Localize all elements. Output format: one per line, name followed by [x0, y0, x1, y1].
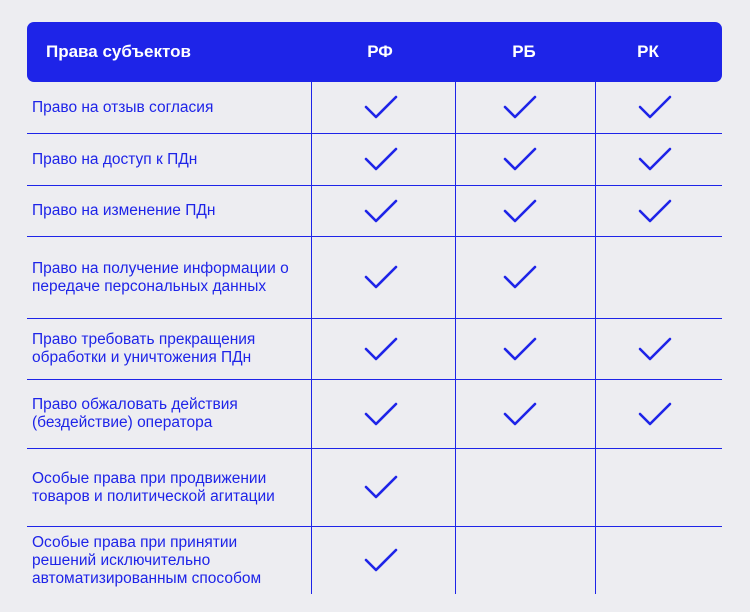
table-row	[27, 134, 722, 186]
checkmark-icon	[635, 400, 675, 430]
right-label: Право на изменение ПДн	[32, 202, 216, 219]
table-row	[27, 527, 722, 594]
table-row	[27, 237, 722, 319]
checkmark-icon	[361, 335, 401, 365]
checkmark-icon	[635, 197, 675, 227]
header-col-rk: РК	[637, 42, 659, 61]
checkmark-icon	[500, 197, 540, 227]
checkmark-icon	[635, 93, 675, 123]
checkmark-icon	[361, 263, 401, 293]
checkmark-icon	[500, 93, 540, 123]
header-title: Права субъектов	[46, 42, 191, 61]
table-row	[27, 186, 722, 237]
table-header	[27, 22, 722, 82]
checkmark-icon	[361, 93, 401, 123]
checkmark-icon	[361, 473, 401, 503]
checkmark-icon	[500, 145, 540, 175]
right-label: Особые права при принятии решений исключительно автоматизированным способом	[32, 533, 262, 587]
checkmark-icon	[361, 197, 401, 227]
header-col-rf: РФ	[367, 42, 393, 61]
right-label: Особые права при продвижении товаров и политической агитации	[32, 469, 275, 505]
right-label: Право требовать прекращения обработки и уничтожения ПДн	[32, 331, 256, 366]
checkmark-icon	[500, 263, 540, 293]
checkmark-icon	[635, 145, 675, 175]
right-label: Право на доступ к ПДн	[32, 150, 198, 168]
table-row	[27, 449, 722, 527]
rights-table	[27, 82, 722, 594]
right-label: Право на получение информации о передаче персональных данных	[32, 259, 289, 295]
table-row	[27, 380, 722, 449]
right-label: Право на отзыв согласия	[32, 98, 214, 116]
checkmark-icon	[361, 546, 401, 576]
table-row	[27, 82, 722, 134]
checkmark-icon	[361, 400, 401, 430]
right-label: Право обжаловать действия (бездействие) оператора	[32, 396, 238, 431]
checkmark-icon	[361, 145, 401, 175]
checkmark-icon	[635, 335, 675, 365]
checkmark-icon	[500, 400, 540, 430]
checkmark-icon	[500, 335, 540, 365]
table-row	[27, 319, 722, 380]
header-col-rb: РБ	[512, 42, 536, 61]
